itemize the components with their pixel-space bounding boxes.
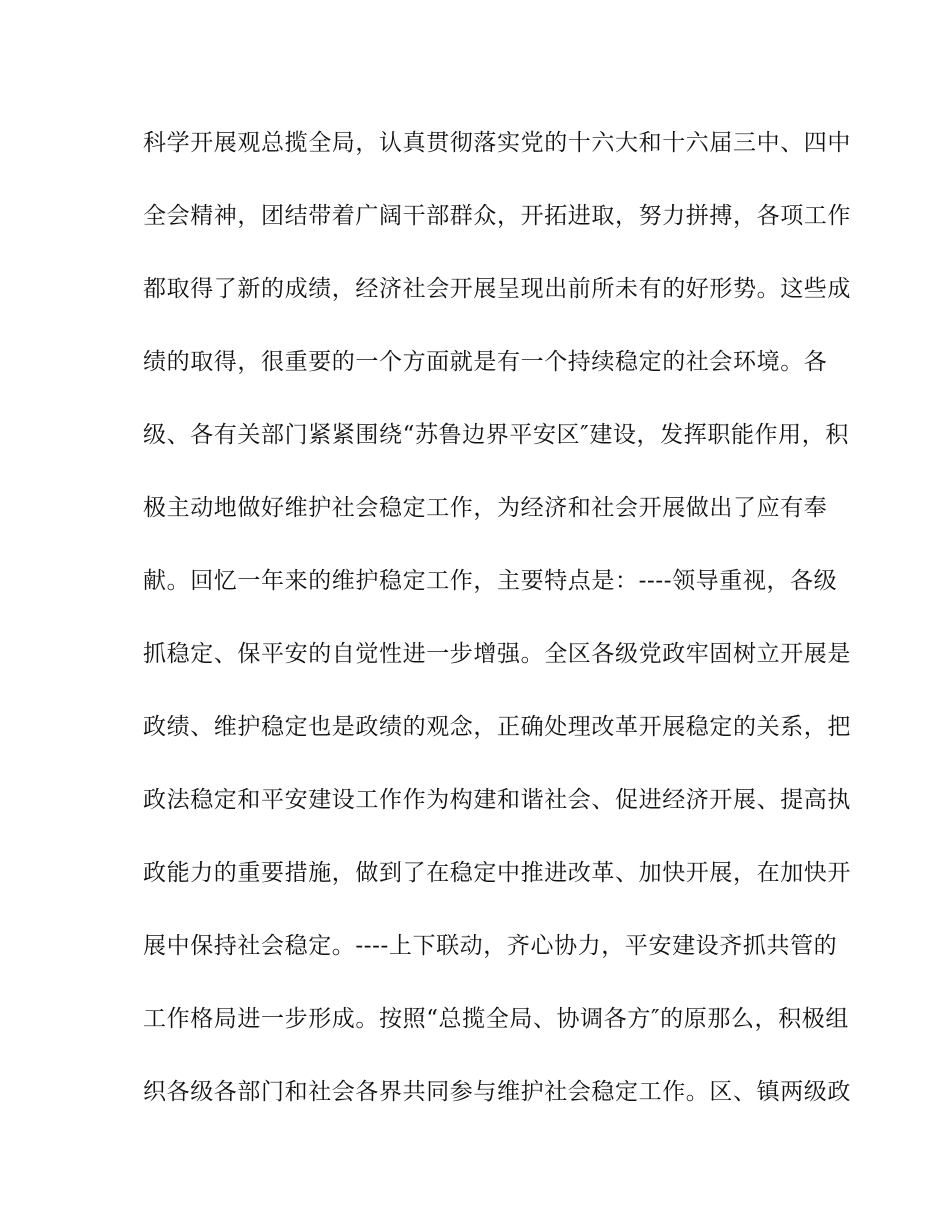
text-line: 政法稳定和平安建设工作作为构建和谐社会、促进经济开展、提高执 [143,787,851,813]
text-line: 展中保持社会稳定。----上下联动，齐心协力，平安建设齐抓共管的 [143,933,838,959]
text-line: 极主动地做好维护社会稳定工作，为经济和社会开展做出了应有奉 [143,495,828,521]
text-line: 政能力的重要措施，做到了在稳定中推进改革、加快开展，在加快开 [143,860,851,886]
text-line: 级、各有关部门紧紧围绕“苏鲁边界平安区″建设，发挥职能作用，积 [143,422,849,448]
body-text [143,120,851,1142]
text-line: 政绩、维护稳定也是政绩的观念，正确处理改革开展稳定的关系，把 [143,714,851,740]
text-line: 抓稳定、保平安的自觉性进一步增强。全区各级党政牢固树立开展是 [143,641,851,667]
text-line: 绩的取得，很重要的一个方面就是有一个持续稳定的社会环境。各 [143,349,828,375]
text-line: 都取得了新的成绩，经济社会开展呈现出前所未有的好形势。这些成 [143,276,851,302]
text-line: 全会精神，团结带着广阔干部群众，开拓进取，努力拼搏，各项工作 [143,203,851,229]
text-line: 献。回忆一年来的维护稳定工作，主要特点是：----领导重视，各级 [143,568,838,594]
text-line: 科学开展观总揽全局，认真贯彻落实党的十六大和十六届三中、四中 [143,130,851,156]
text-line: 工作格局进一步形成。按照“总揽全局、协调各方″的原那么，积极组 [143,1006,849,1032]
text-line: 织各级各部门和社会各界共同参与维护社会稳定工作。区、镇两级政 [143,1079,851,1105]
